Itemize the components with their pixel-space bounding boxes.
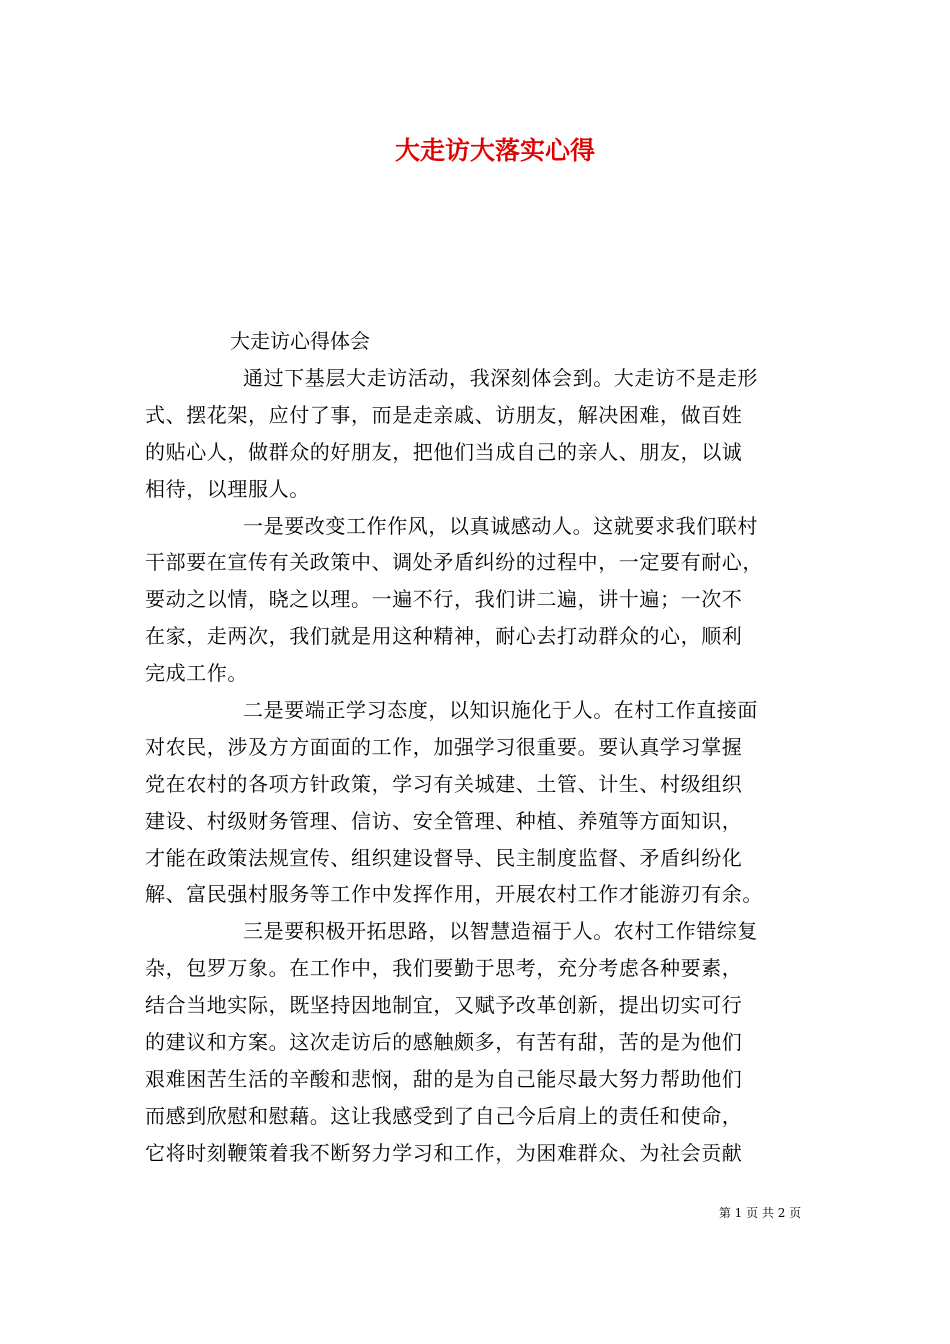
body-line: 的建议和方案。这次走访后的感触颇多，有苦有甜，苦的是为他们 xyxy=(145,1030,743,1055)
body-line: 完成工作。 xyxy=(145,661,248,686)
body-line: 解、富民强村服务等工作中发挥作用，开展农村工作才能游刃有余。 xyxy=(145,882,763,907)
body-line: 的贴心人，做群众的好朋友，把他们当成自己的亲人、朋友，以诚 xyxy=(145,439,743,464)
body-line: 而感到欣慰和慰藉。这让我感受到了自己今后肩上的责任和使命， xyxy=(145,1103,743,1128)
body-line: 艰难困苦生活的辛酸和悲悯，甜的是为自己能尽最大努力帮助他们 xyxy=(145,1066,743,1091)
document-subtitle: 大走访心得体会 xyxy=(230,329,370,353)
body-line: 相待，以理服人。 xyxy=(145,476,310,501)
document-title: 大走访大落实心得 xyxy=(394,136,595,165)
body-line: 在家，走两次，我们就是用这种精神，耐心去打动群众的心，顺利 xyxy=(145,624,743,649)
body-line: 建设、村级财务管理、信访、安全管理、种植、养殖等方面知识， xyxy=(145,808,743,833)
body-line: 结合当地实际，既坚持因地制宜，又赋予改革创新，提出切实可行 xyxy=(145,993,743,1018)
body-line: 二是要端正学习态度，以知识施化于人。在村工作直接面 xyxy=(243,698,758,723)
document-body xyxy=(145,360,815,1172)
body-line: 对农民，涉及方方面面的工作，加强学习很重要。要认真学习掌握 xyxy=(145,734,743,759)
body-line: 式、摆花架，应付了事，而是走亲戚、访朋友，解决困难，做百姓 xyxy=(145,402,743,427)
page-footer: 第 1 页 共 2 页 xyxy=(718,1206,802,1220)
body-line: 三是要积极开拓思路，以智慧造福于人。农村工作错综复 xyxy=(243,919,758,944)
body-line: 党在农村的各项方针政策，学习有关城建、土管、计生、村级组织 xyxy=(145,771,743,796)
body-line: 要动之以情，晓之以理。一遍不行，我们讲二遍，讲十遍；一次不 xyxy=(145,587,743,612)
body-line: 通过下基层大走访活动，我深刻体会到。大走访不是走形 xyxy=(243,366,758,390)
body-line: 才能在政策法规宣传、组织建设督导、民主制度监督、矛盾纠纷化 xyxy=(145,845,743,870)
body-line: 它将时刻鞭策着我不断努力学习和工作，为困难群众、为社会贡献 xyxy=(145,1140,743,1165)
body-line: 一是要改变工作作风，以真诚感动人。这就要求我们联村 xyxy=(243,513,758,538)
body-line: 杂，包罗万象。在工作中，我们要勤于思考，充分考虑各种要素， xyxy=(145,956,743,981)
body-line: 干部要在宣传有关政策中、调处矛盾纠纷的过程中，一定要有耐心， xyxy=(145,550,763,575)
